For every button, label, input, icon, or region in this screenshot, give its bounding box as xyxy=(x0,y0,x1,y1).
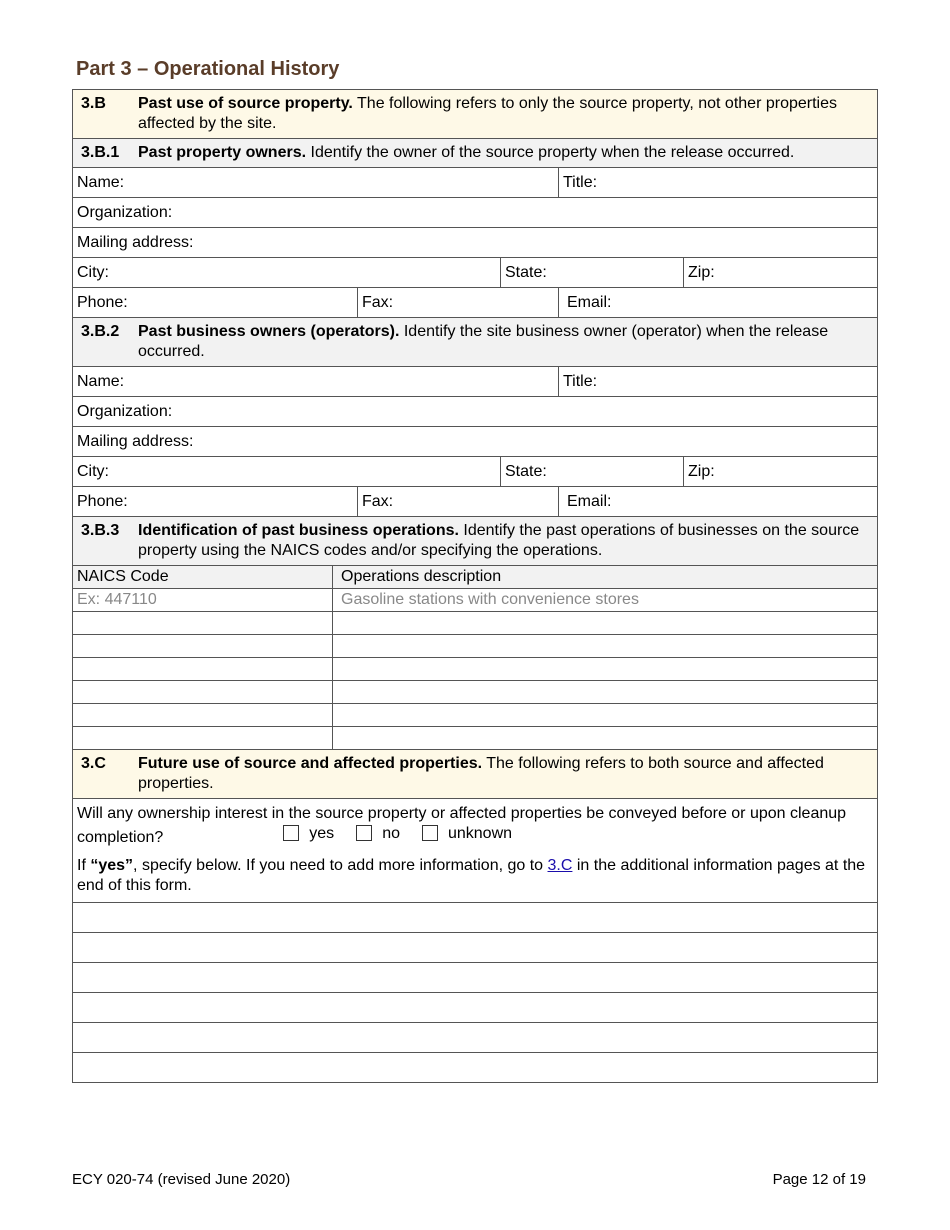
table-row xyxy=(73,703,877,726)
owner-organization-field[interactable]: Organization: xyxy=(77,204,173,221)
operator-state-field[interactable]: State: xyxy=(500,457,683,486)
ownership-question-text: Will any ownership interest in the source property or affected properties be conveyed before or upon cleanup completion? xyxy=(77,805,847,846)
owner-city-field[interactable]: City: xyxy=(77,264,109,281)
operator-phone-field[interactable]: Phone: xyxy=(77,493,128,510)
page-title: Part 3 – Operational History xyxy=(76,58,340,80)
section-description: Identify the past operations of businesses on the source property using the NAICS codes and/or specifying the operations. xyxy=(138,522,860,559)
section-number: 3.B.3 xyxy=(81,522,120,539)
operator-mailing-address-field[interactable]: Mailing address: xyxy=(77,433,194,450)
followup-instructions xyxy=(77,856,873,896)
section-3b-header xyxy=(73,90,877,138)
section-description: The following refers to only the source property, not other properties affected by the site. xyxy=(138,95,837,132)
section-number: 3.B.1 xyxy=(81,144,120,161)
section-3b1-header xyxy=(73,138,877,167)
section-description: Identify the site business owner (operator) when the release occurred. xyxy=(138,323,829,360)
form-id: ECY 020-74 (revised June 2020) xyxy=(72,1171,291,1188)
answer-line[interactable] xyxy=(73,1052,877,1082)
table-row xyxy=(73,726,877,749)
operator-organization-field[interactable]: Organization: xyxy=(77,403,173,420)
section-3b2-header xyxy=(73,317,877,366)
section-title: Past use of source property. xyxy=(138,95,353,112)
operator-name-field[interactable]: Name: xyxy=(77,373,125,390)
operator-zip-field[interactable]: Zip: xyxy=(683,457,877,486)
ownership-options xyxy=(283,824,512,844)
naics-code-input[interactable] xyxy=(73,658,332,680)
owner-phone-field[interactable]: Phone: xyxy=(77,294,128,311)
instruction-text: in the additional information pages at the end of this form. xyxy=(77,857,866,894)
naics-code-input[interactable] xyxy=(73,681,332,703)
owner-zip-field[interactable]: Zip: xyxy=(683,258,877,287)
operations-description-input[interactable] xyxy=(332,681,877,703)
instruction-emphasis: “yes” xyxy=(90,857,134,874)
naics-table-header xyxy=(73,565,877,588)
section-3c-header xyxy=(73,749,877,798)
section-3b3-header xyxy=(73,516,877,565)
no-checkbox[interactable] xyxy=(356,825,372,841)
no-option-label: no xyxy=(382,825,400,842)
owner-state-field[interactable]: State: xyxy=(500,258,683,287)
unknown-checkbox[interactable] xyxy=(422,825,438,841)
operator-fax-field[interactable]: Fax: xyxy=(357,487,558,516)
instruction-text: If xyxy=(77,857,91,874)
owner-mailing-address-field[interactable]: Mailing address: xyxy=(77,234,194,251)
operations-description-input[interactable] xyxy=(332,727,877,749)
yes-option-label: yes xyxy=(309,825,335,842)
section-number: 3.B.2 xyxy=(81,323,120,340)
naics-code-column-header: NAICS Code xyxy=(77,568,169,585)
table-row xyxy=(73,634,877,657)
operator-email-field[interactable]: Email: xyxy=(558,487,877,516)
table-row xyxy=(73,680,877,703)
naics-code-example[interactable]: Ex: 447110 xyxy=(77,591,157,608)
operations-description-input[interactable] xyxy=(332,612,877,634)
yes-checkbox[interactable] xyxy=(283,825,299,841)
section-3c-link[interactable]: 3.C xyxy=(547,857,573,874)
naics-code-input[interactable] xyxy=(73,612,332,634)
section-number: 3.C xyxy=(81,755,106,772)
operations-description-input[interactable] xyxy=(332,658,877,680)
operations-description-example[interactable]: Gasoline stations with convenience stores xyxy=(332,589,877,611)
operator-title-field[interactable]: Title: xyxy=(558,367,877,396)
section-number: 3.B xyxy=(81,95,106,112)
section-description: Identify the owner of the source property when the release occurred. xyxy=(306,144,795,161)
naics-code-input[interactable] xyxy=(73,727,332,749)
naics-code-input[interactable] xyxy=(73,704,332,726)
section-title: Future use of source and affected properties. xyxy=(138,755,483,772)
operator-city-field[interactable]: City: xyxy=(77,463,109,480)
table-row xyxy=(73,588,877,611)
owner-title-field[interactable]: Title: xyxy=(558,168,877,197)
unknown-option-label: unknown xyxy=(447,825,513,842)
owner-email-field[interactable]: Email: xyxy=(558,288,877,317)
operational-history-form xyxy=(72,89,878,1083)
naics-code-input[interactable] xyxy=(73,635,332,657)
answer-line[interactable] xyxy=(73,1022,877,1052)
section-description: The following refers to both source and affected properties. xyxy=(138,755,824,792)
instruction-text: , specify below. If you need to add more information, go to xyxy=(133,857,548,874)
answer-line[interactable] xyxy=(73,962,877,992)
section-title: Identification of past business operations. xyxy=(138,522,459,539)
owner-name-field[interactable]: Name: xyxy=(77,174,125,191)
table-row xyxy=(73,657,877,680)
owner-fax-field[interactable]: Fax: xyxy=(357,288,558,317)
operations-description-input[interactable] xyxy=(332,635,877,657)
table-row xyxy=(73,611,877,634)
answer-line[interactable] xyxy=(73,902,877,932)
answer-line[interactable] xyxy=(73,932,877,962)
ownership-question-block xyxy=(73,798,877,902)
operations-description-input[interactable] xyxy=(332,704,877,726)
operations-description-column-header: Operations description xyxy=(332,566,877,588)
answer-line[interactable] xyxy=(73,992,877,1022)
page-number: Page 12 of 19 xyxy=(772,1171,866,1188)
section-title: Past property owners. xyxy=(138,144,307,161)
section-title: Past business owners (operators). xyxy=(138,323,400,340)
